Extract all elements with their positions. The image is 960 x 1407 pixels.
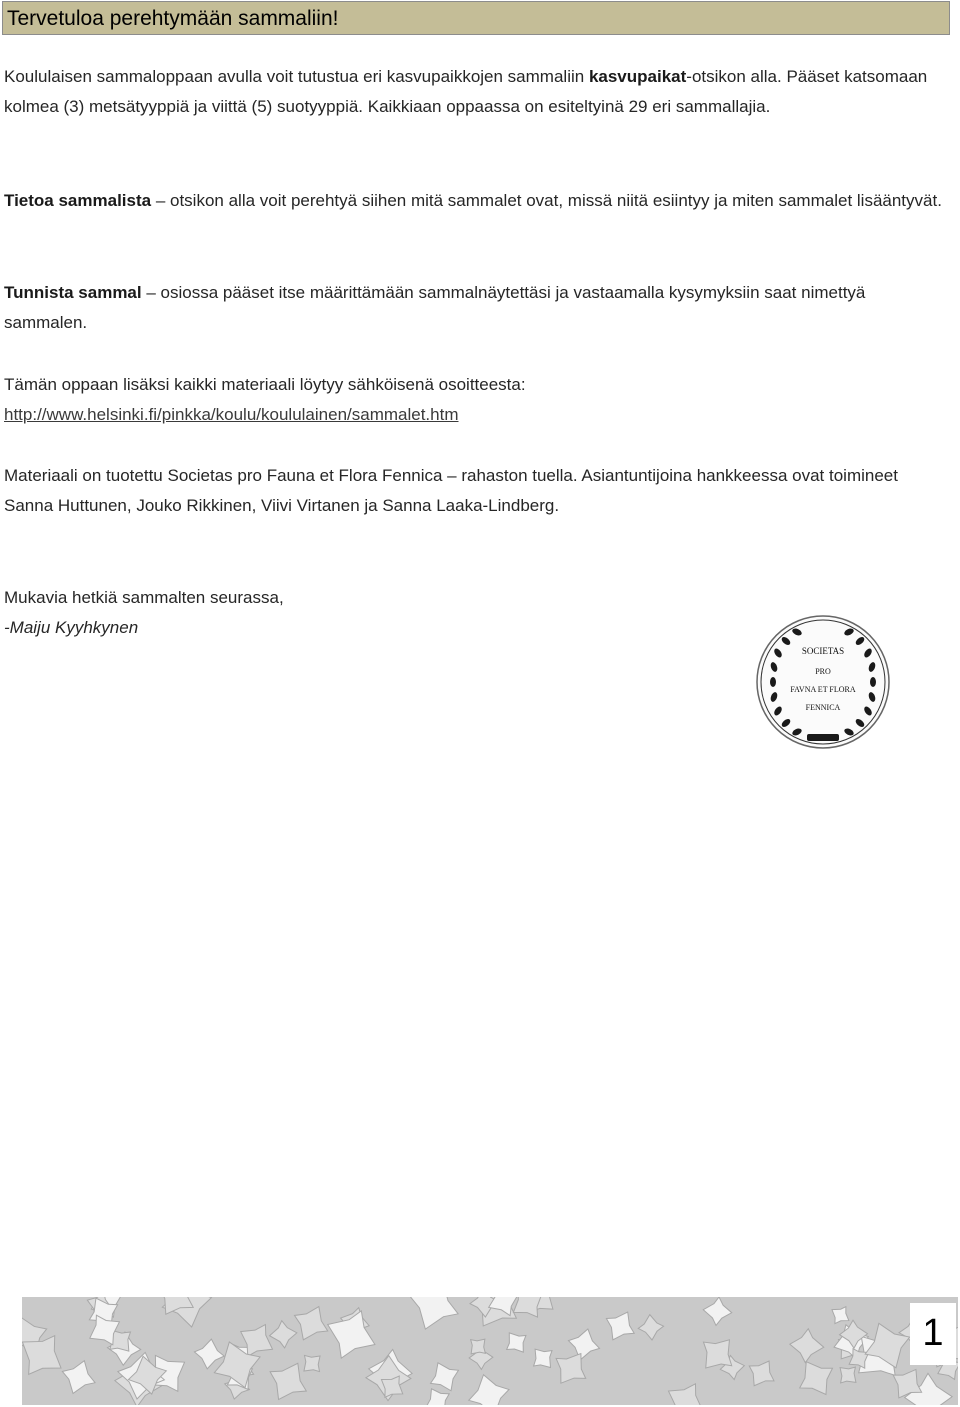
- materials-text: Tämän oppaan lisäksi kaikki materiaali löytyy sähköisenä osoitteesta:: [4, 375, 526, 394]
- seal-line-1: SOCIETAS: [801, 646, 845, 656]
- page-number: 1: [922, 1312, 944, 1354]
- seal-line-3: FAVNA ET FLORA: [790, 685, 856, 694]
- materials-paragraph: [4, 370, 944, 430]
- signature: -Maiju Kyyhkynen: [4, 618, 139, 637]
- tietoa-paragraph: [4, 186, 944, 216]
- intro-text-a: Koululaisen sammaloppaan avulla voit tutustua eri kasvupaikkojen sammaliin: [4, 67, 589, 86]
- tunnista-paragraph: [4, 278, 944, 338]
- intro-paragraph: [4, 62, 944, 122]
- tunnista-heading: Tunnista sammal: [4, 283, 142, 302]
- seal-line-4: FENNICA: [805, 703, 841, 712]
- title-bar: [2, 1, 950, 35]
- intro-text-b: -otsikon alla. Pääset katsomaan kolmea (3) metsätyyppiä ja viittä (5) suotyyppiä. Kaikkiaan oppaassa on esiteltyinä 29 eri sammallajia.: [4, 67, 928, 116]
- closing-greeting: Mukavia hetkiä sammalten seurassa,: [4, 588, 284, 607]
- tunnista-text: – osiossa pääset itse määrittämään sammalnäytettäsi ja vastaamalla kysymyksiin saat nimettyä sammalen.: [4, 283, 866, 332]
- page-title: Tervetuloa perehtymään sammaliin!: [7, 7, 339, 30]
- societas-seal-logo: [755, 612, 891, 752]
- page-number-box: [910, 1303, 956, 1365]
- funding-paragraph: Materiaali on tuotettu Societas pro Fauna et Flora Fennica – rahaston tuella. Asiantuntijoina hankkeessa ovat toimineet Sanna Huttunen, Jouko Rikkinen, Viivi Virtanen ja Sanna Laaka-Lindberg.: [4, 466, 898, 515]
- tietoa-text: – otsikon alla voit perehtyä siihen mitä sammalet ovat, missä niitä esiintyy ja miten sammalet lisääntyvät.: [151, 191, 942, 210]
- seal-line-2: PRO: [815, 667, 831, 676]
- tietoa-heading: Tietoa sammalista: [4, 191, 152, 210]
- footer-leaf-banner: [22, 1297, 958, 1405]
- intro-bold-term: kasvupaikat: [588, 67, 687, 86]
- materials-link[interactable]: http://www.helsinki.fi/pinkka/koulu/koululainen/sammalet.htm: [4, 405, 459, 424]
